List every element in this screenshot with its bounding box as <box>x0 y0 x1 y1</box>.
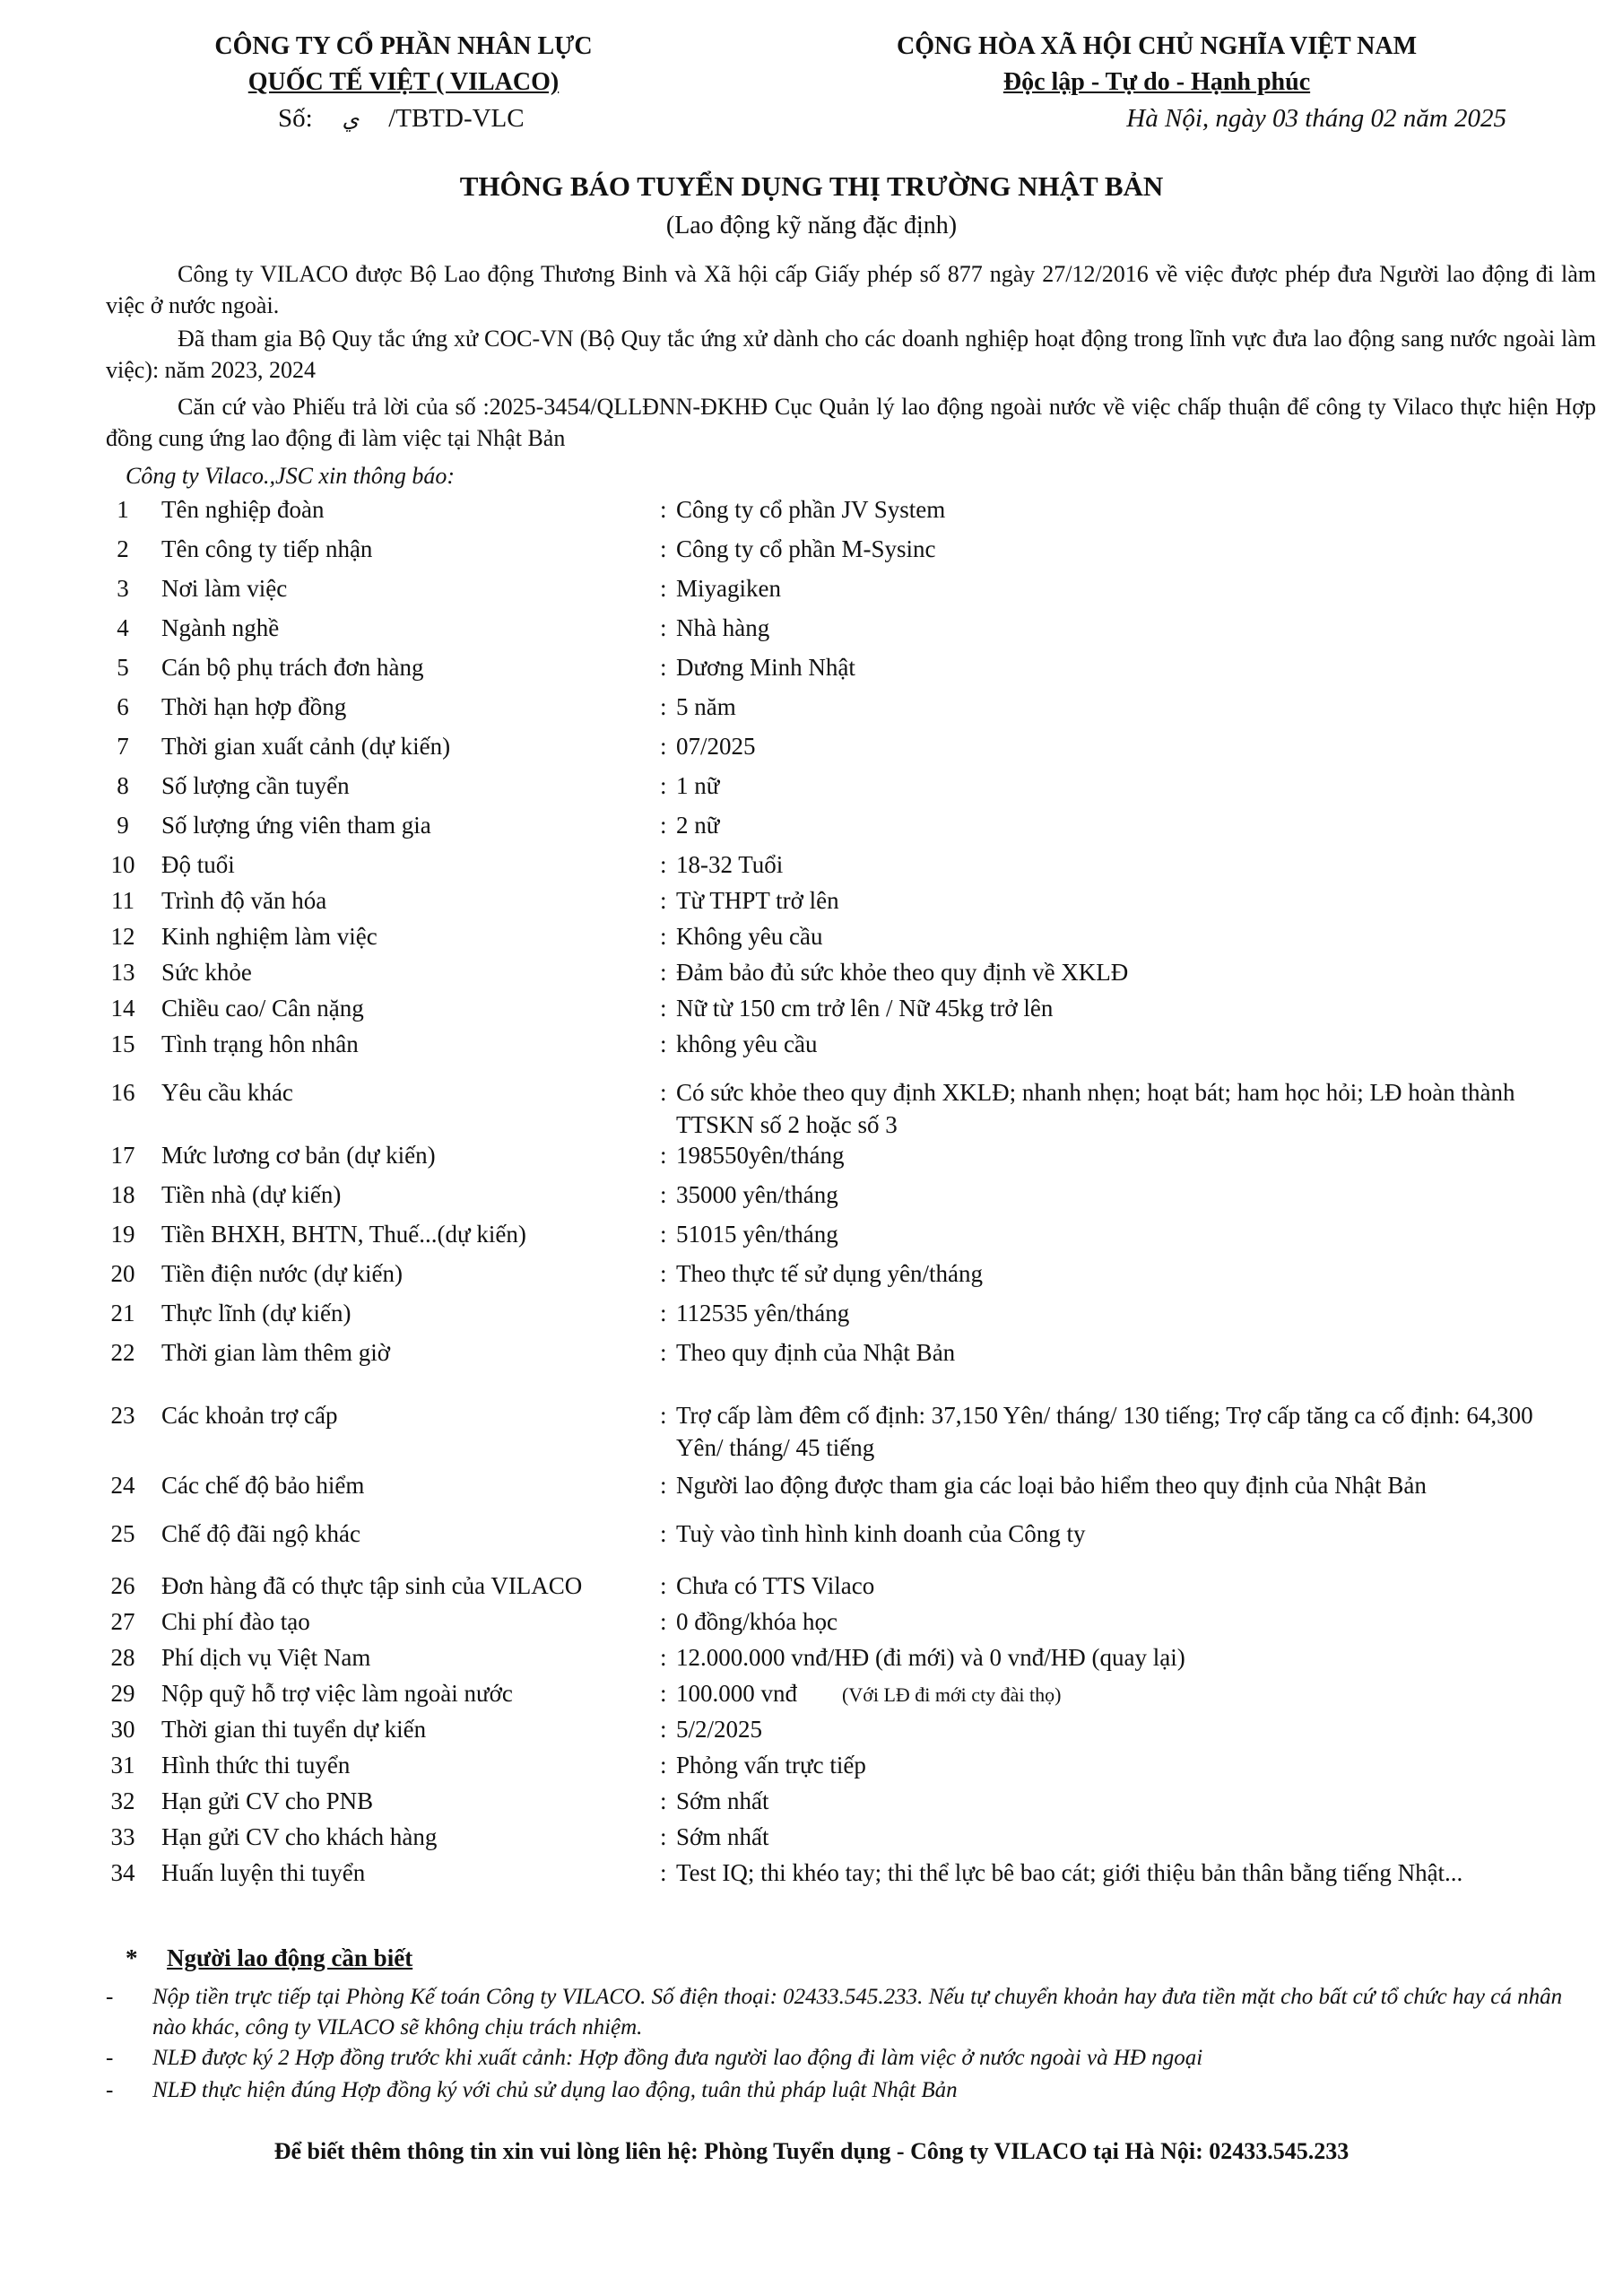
row-value <box>676 1257 1582 1290</box>
row-value-text: Trợ cấp làm đêm cố định: 37,150 Yên/ tháng/ 130 tiếng; Trợ cấp tăng ca cố định: 64,300 Yên/ tháng/ 45 tiếng <box>676 1402 1533 1461</box>
note-text: NLĐ thực hiện đúng Hợp đồng ký với chủ sử dụng lao động, tuân thủ pháp luật Nhật Bản <box>152 2078 958 2102</box>
company-name-line2: QUỐC TẾ VIỆT ( VILACO) <box>247 68 560 96</box>
row-colon: : <box>660 1402 667 1429</box>
row-number: 34 <box>110 1859 135 1886</box>
row-value <box>676 1641 1582 1674</box>
row-label: Phí dịch vụ Việt Nam <box>161 1644 371 1671</box>
notes-star: * <box>126 1944 138 1971</box>
row-label: Chi phí đào tạo <box>161 1608 310 1635</box>
note-dash: - <box>106 2078 114 2102</box>
row-number: 1 <box>117 496 129 523</box>
row-number: 20 <box>110 1260 135 1287</box>
row-number: 18 <box>110 1181 135 1208</box>
row-value <box>676 848 1582 881</box>
row-value-text: 112535 yên/tháng <box>676 1300 850 1326</box>
row-number: 22 <box>110 1339 135 1366</box>
row-value-text: Theo thực tế sử dụng yên/tháng <box>676 1260 983 1287</box>
row-colon: : <box>660 812 667 839</box>
row-value <box>676 651 1582 683</box>
row-label: Thời hạn hợp đồng <box>161 693 347 720</box>
row-value <box>676 572 1582 604</box>
row-value <box>676 533 1582 565</box>
row-value <box>676 1028 1582 1060</box>
row-value-text: 51015 yên/tháng <box>676 1221 838 1248</box>
row-value-text: Sớm nhất <box>676 1787 769 1814</box>
row-label: Hạn gửi CV cho PNB <box>161 1787 374 1814</box>
row-label: Tiền BHXH, BHTN, Thuế...(dự kiến) <box>161 1221 526 1248</box>
row-value <box>676 956 1582 988</box>
row-label: Mức lương cơ bản (dự kiến) <box>161 1142 436 1169</box>
row-colon: : <box>660 1859 667 1886</box>
row-number: 32 <box>110 1787 135 1814</box>
row-number: 31 <box>110 1752 135 1779</box>
row-label: Tiền nhà (dự kiến) <box>161 1181 342 1208</box>
row-colon: : <box>660 1260 667 1287</box>
row-value-text: Sớm nhất <box>676 1823 769 1850</box>
note-item <box>106 1982 1594 2043</box>
row-label: Các chế độ bảo hiểm <box>161 1472 365 1499</box>
row-label: Số lượng cần tuyển <box>161 772 350 799</box>
row-value-text: 35000 yên/tháng <box>676 1181 838 1208</box>
row-number: 28 <box>110 1644 135 1671</box>
note-text: NLĐ được ký 2 Hợp đồng trước khi xuất cảnh: Hợp đồng đưa người lao động đi làm việc ở nước ngoài và HĐ ngoại <box>152 2046 1203 2070</box>
row-number: 9 <box>117 812 129 839</box>
row-colon: : <box>660 1221 667 1248</box>
row-colon: : <box>660 1680 667 1707</box>
row-number: 2 <box>117 535 129 562</box>
row-value-note: (Với LĐ đi mới cty đài thọ) <box>842 1683 1062 1706</box>
row-value <box>676 1076 1582 1141</box>
row-value-text: Dương Minh Nhật <box>676 654 855 681</box>
row-number: 15 <box>110 1031 135 1057</box>
note-item <box>106 2075 1594 2106</box>
document-title: THÔNG BÁO TUYỂN DỤNG THỊ TRƯỜNG NHẬT BẢN <box>459 170 1164 202</box>
row-label: Huấn luyện thi tuyển <box>161 1859 366 1886</box>
row-colon: : <box>660 693 667 720</box>
row-label: Trình độ văn hóa <box>161 887 327 914</box>
row-value <box>676 1857 1582 1889</box>
row-colon: : <box>660 1644 667 1671</box>
row-label: Kinh nghiệm làm việc <box>161 923 378 950</box>
row-colon: : <box>660 923 667 950</box>
row-value <box>676 730 1582 762</box>
row-value <box>676 920 1582 952</box>
row-value <box>676 770 1582 802</box>
row-value-text: 18-32 Tuổi <box>676 851 784 878</box>
row-colon: : <box>660 772 667 799</box>
row-colon: : <box>660 1142 667 1169</box>
row-value-text: 07/2025 <box>676 733 756 760</box>
row-number: 17 <box>110 1142 135 1169</box>
row-colon: : <box>660 1079 667 1106</box>
row-value-text: Có sức khỏe theo quy định XKLĐ; nhanh nhẹn; hoạt bát; ham học hỏi; LĐ hoàn thành TTSKN số 2 hoặc số 3 <box>676 1079 1515 1138</box>
row-value-text: Phỏng vấn trực tiếp <box>676 1752 866 1779</box>
row-value-text: Từ THPT trở lên <box>676 887 839 914</box>
note-text: Nộp tiền trực tiếp tại Phòng Kế toán Công ty VILACO. Số điện thoại: 02433.545.233. Nếu tự chuyển khoản hay đưa tiền mặt cho bất cứ tổ chức hay cá nhân nào khác, công ty VILACO sẽ không chịu trách nhiệm. <box>152 1985 1563 2039</box>
row-colon: : <box>660 1181 667 1208</box>
row-colon: : <box>660 535 667 562</box>
row-number: 12 <box>110 923 135 950</box>
row-value-text: Công ty cổ phần M-Sysinc <box>676 535 936 562</box>
row-label: Tên nghiệp đoàn <box>161 496 325 523</box>
company-name-line1: CÔNG TY CỔ PHẦN NHÂN LỰC <box>214 32 593 60</box>
row-number: 5 <box>117 654 129 681</box>
row-colon: : <box>660 887 667 914</box>
row-label: Thời gian thi tuyển dự kiến <box>161 1716 427 1743</box>
row-number: 6 <box>117 693 129 720</box>
row-number: 8 <box>117 772 129 799</box>
row-number: 4 <box>117 614 129 641</box>
contact-line: Để biết thêm thông tin xin vui lòng liên hệ: Phòng Tuyển dụng - Công ty VILACO tại Hà Nội: 02433.545.233 <box>273 2138 1350 2164</box>
row-value <box>676 1605 1582 1638</box>
note-dash: - <box>106 1985 114 2009</box>
row-value <box>676 809 1582 841</box>
row-value-text: Test IQ; thi khéo tay; thi thể lực bê bao cát; giới thiệu bản thân bằng tiếng Nhật... <box>676 1859 1463 1886</box>
row-label: Cán bộ phụ trách đơn hàng <box>161 654 424 681</box>
notes-heading <box>126 1944 412 1972</box>
national-motto: Độc lập - Tự do - Hạnh phúc <box>1002 68 1311 96</box>
row-colon: : <box>660 1608 667 1635</box>
row-number: 13 <box>110 959 135 986</box>
row-number: 30 <box>110 1716 135 1743</box>
row-number: 21 <box>110 1300 135 1326</box>
row-value-text: không yêu cầu <box>676 1031 818 1057</box>
row-colon: : <box>660 654 667 681</box>
row-colon: : <box>660 1472 667 1499</box>
row-label: Nơi làm việc <box>161 575 288 602</box>
row-label: Tiền điện nước (dự kiến) <box>161 1260 404 1287</box>
row-colon: : <box>660 959 667 986</box>
intro-line: Công ty Vilaco.,JSC xin thông báo: <box>126 463 456 489</box>
row-number: 10 <box>110 851 135 878</box>
row-value-text: 5/2/2025 <box>676 1716 763 1743</box>
row-label: Thực lĩnh (dự kiến) <box>161 1300 352 1326</box>
row-colon: : <box>660 1520 667 1547</box>
document-number-handwritten: ي <box>342 107 360 132</box>
row-label: Độ tuổi <box>161 851 235 878</box>
company-header <box>135 29 673 137</box>
row-number: 27 <box>110 1608 135 1635</box>
row-label: Yêu cầu khác <box>161 1079 293 1106</box>
row-value-text: Công ty cổ phần JV System <box>676 496 946 523</box>
row-colon: : <box>660 496 667 523</box>
row-colon: : <box>660 995 667 1022</box>
row-label: Tình trạng hôn nhân <box>161 1031 359 1057</box>
row-label: Thời gian làm thêm giờ <box>161 1339 391 1366</box>
row-number: 29 <box>110 1680 135 1707</box>
row-value <box>676 1785 1582 1817</box>
row-value-text: 198550yên/tháng <box>676 1142 845 1169</box>
row-label: Chiều cao/ Cân nặng <box>161 995 364 1022</box>
row-value <box>676 1399 1582 1464</box>
row-number: 33 <box>110 1823 135 1850</box>
row-number: 23 <box>110 1402 135 1429</box>
row-value <box>676 1218 1582 1250</box>
row-value-text: 1 nữ <box>676 772 720 799</box>
row-value <box>676 1821 1582 1853</box>
row-value-text: 2 nữ <box>676 812 720 839</box>
notes-heading-text: Người lao động cần biết <box>167 1944 413 1971</box>
row-colon: : <box>660 1339 667 1366</box>
row-value <box>676 884 1582 917</box>
approval-paragraph: Căn cứ vào Phiếu trả lời của số :2025-3454/QLLĐNN-ĐKHĐ Cục Quản lý lao động ngoài nước về việc chấp thuận để công ty Vilaco thực hiện Hợp đồng cung ứng lao động đi làm việc tại Nhật Bản <box>106 394 1596 451</box>
row-label: Tên công ty tiếp nhận <box>161 535 373 562</box>
row-label: Nộp quỹ hỗ trợ việc làm ngoài nước <box>161 1680 513 1707</box>
row-value-text: Đảm bảo đủ sức khỏe theo quy định về XKLĐ <box>676 959 1129 986</box>
country-name: CỘNG HÒA XÃ HỘI CHỦ NGHĨA VIỆT NAM <box>896 32 1418 60</box>
row-colon: : <box>660 1572 667 1599</box>
row-value <box>676 1677 1582 1711</box>
row-colon: : <box>660 1752 667 1779</box>
row-value <box>676 691 1582 723</box>
row-value-text: Người lao động được tham gia các loại bảo hiểm theo quy định của Nhật Bản <box>676 1472 1427 1499</box>
row-label: Thời gian xuất cảnh (dự kiến) <box>161 733 451 760</box>
row-number: 24 <box>110 1472 135 1499</box>
row-value <box>676 1518 1582 1550</box>
row-number: 25 <box>110 1520 135 1547</box>
row-number: 26 <box>110 1572 135 1599</box>
row-label: Chế độ đãi ngộ khác <box>161 1520 360 1547</box>
row-value <box>676 1749 1582 1781</box>
row-colon: : <box>660 1787 667 1814</box>
row-value-text: Chưa có TTS Vilaco <box>676 1572 875 1599</box>
row-value-text: 100.000 vnđ <box>676 1680 797 1707</box>
row-value <box>676 493 1582 526</box>
row-label: Các khoản trợ cấp <box>161 1402 338 1429</box>
row-value <box>676 612 1582 644</box>
row-number: 11 <box>111 887 135 914</box>
row-number: 16 <box>110 1079 135 1106</box>
row-colon: : <box>660 614 667 641</box>
row-value-text: 12.000.000 vnđ/HĐ (đi mới) và 0 vnđ/HĐ (quay lại) <box>676 1644 1185 1671</box>
row-value <box>676 1139 1582 1171</box>
document-number-label: Số: <box>278 104 313 133</box>
row-value-text: 5 năm <box>676 693 736 720</box>
row-number: 19 <box>110 1221 135 1248</box>
row-colon: : <box>660 851 667 878</box>
row-colon: : <box>660 1716 667 1743</box>
row-value <box>676 992 1582 1024</box>
row-value-text: 0 đồng/khóa học <box>676 1608 838 1635</box>
row-colon: : <box>660 575 667 602</box>
row-label: Ngành nghề <box>161 614 280 641</box>
row-label: Hạn gửi CV cho khách hàng <box>161 1823 438 1850</box>
row-colon: : <box>660 733 667 760</box>
row-colon: : <box>660 1823 667 1850</box>
row-value <box>676 1469 1582 1501</box>
document-number-suffix: /TBTD-VLC <box>388 104 525 133</box>
document-number <box>135 100 673 137</box>
row-label: Hình thức thi tuyển <box>161 1752 351 1779</box>
national-header <box>807 29 1506 136</box>
row-colon: : <box>660 1031 667 1057</box>
license-paragraph: Công ty VILACO được Bộ Lao động Thương Binh và Xã hội cấp Giấy phép số 877 ngày 27/12/2016 về việc được phép đưa Người lao động đi làm việc ở nước ngoài. <box>106 261 1596 318</box>
row-label: Đơn hàng đã có thực tập sinh của VILACO <box>161 1572 583 1599</box>
note-item <box>106 2043 1594 2074</box>
row-value-text: Tuỳ vào tình hình kinh doanh của Công ty <box>676 1520 1086 1547</box>
document-date: Hà Nội, ngày 03 tháng 02 năm 2025 <box>1126 104 1506 133</box>
row-number: 3 <box>117 575 129 602</box>
row-value <box>676 1570 1582 1602</box>
row-value <box>676 1336 1582 1369</box>
row-number: 14 <box>110 995 135 1022</box>
row-value <box>676 1178 1582 1211</box>
row-value <box>676 1297 1582 1329</box>
row-value-text: Nhà hàng <box>676 614 770 641</box>
row-label: Số lượng ứng viên tham gia <box>161 812 431 839</box>
row-colon: : <box>660 1300 667 1326</box>
row-value-text: Theo quy định của Nhật Bản <box>676 1339 956 1366</box>
row-value-text: Miyagiken <box>676 575 781 602</box>
row-label: Sức khỏe <box>161 959 252 986</box>
coc-paragraph: Đã tham gia Bộ Quy tắc ứng xử COC-VN (Bộ Quy tắc ứng xử dành cho các doanh nghiệp hoạt động trong lĩnh vực đưa lao động sang nước ngoài làm việc): năm 2023, 2024 <box>106 326 1596 383</box>
document-subtitle: (Lao động kỹ năng đặc định) <box>665 212 958 239</box>
row-number: 7 <box>117 733 129 760</box>
row-value-text: Nữ từ 150 cm trở lên / Nữ 45kg trở lên <box>676 995 1054 1022</box>
note-dash: - <box>106 2046 114 2070</box>
row-value-text: Không yêu cầu <box>676 923 823 950</box>
row-value <box>676 1713 1582 1745</box>
